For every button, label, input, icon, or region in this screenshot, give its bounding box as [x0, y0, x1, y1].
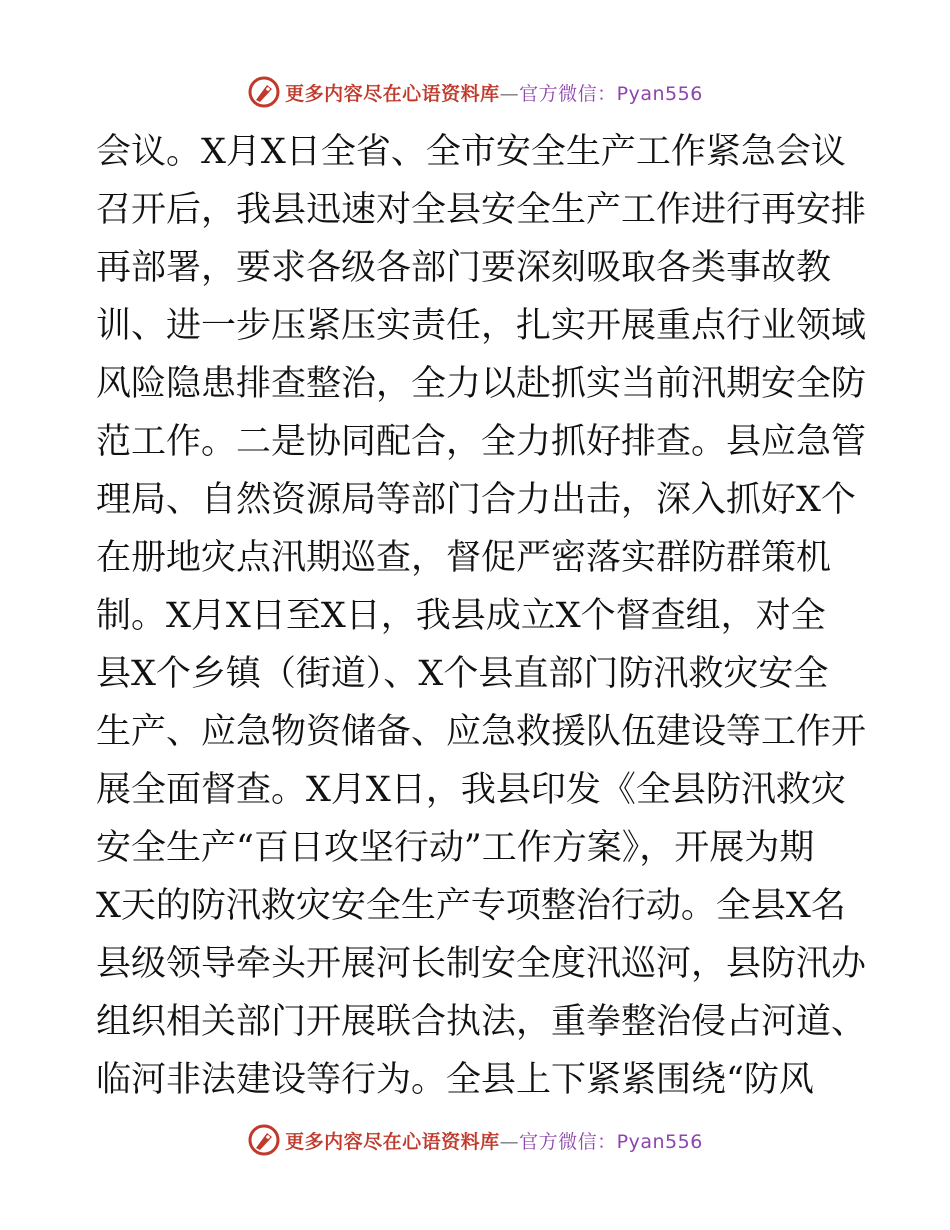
pen-nib-logo-icon	[247, 75, 281, 109]
body-line: 县X个乡镇（街道）、X个县直部门防汛救灾安全	[96, 654, 829, 694]
header-watermark-banner	[0, 72, 950, 112]
pen-nib-logo-icon	[247, 1123, 281, 1157]
body-line: 理局、自然资源局等部门合力出击，深入抓好X个	[96, 480, 856, 520]
header-wechat-text: 官方微信：Pyan556	[519, 82, 703, 105]
body-line: 安全生产“百日攻坚行动”工作方案》，开展为期	[96, 828, 815, 868]
footer-wechat-text: 官方微信：Pyan556	[519, 1130, 703, 1153]
body-line: 召开后，我县迅速对全县安全生产工作进行再安排	[96, 190, 867, 230]
body-line: 制。X月X日至X日，我县成立X个督查组，对全	[96, 596, 826, 636]
header-banner-text	[285, 79, 703, 106]
body-line: 再部署，要求各级各部门要深刻吸取各类事故教	[96, 248, 832, 288]
body-line: 组织相关部门开展联合执法，重拳整治侵占河道、	[96, 1002, 867, 1042]
header-brand-text: 更多内容尽在心语资料库	[285, 82, 500, 105]
footer-brand-text: 更多内容尽在心语资料库	[285, 1130, 500, 1153]
body-line: 临河非法建设等行为。全县上下紧紧围绕“防风	[96, 1060, 814, 1100]
body-line: 生产、应急物资储备、应急救援队伍建设等工作开	[96, 712, 867, 752]
header-separator: —	[499, 82, 520, 105]
footer-banner-text	[285, 1127, 703, 1154]
footer-separator: —	[499, 1130, 520, 1153]
body-line: 县级领导牵头开展河长制安全度汛巡河，县防汛办	[96, 944, 867, 984]
body-line: 在册地灾点汛期巡查，督促严密落实群防群策机	[96, 538, 832, 578]
body-line: 风险隐患排查整治，全力以赴抓实当前汛期安全防	[96, 364, 867, 404]
body-line: 范工作。二是协同配合，全力抓好排查。县应急管	[96, 422, 867, 462]
footer-watermark-banner	[0, 1120, 950, 1160]
body-line: 会议。X月X日全省、全市安全生产工作紧急会议	[96, 132, 846, 172]
body-line: X天的防汛救灾安全生产专项整治行动。全县X名	[96, 886, 846, 926]
body-line: 训、进一步压紧压实责任，扎实开展重点行业领域	[96, 306, 867, 346]
body-line: 展全面督查。X月X日，我县印发《全县防汛救灾	[96, 770, 846, 810]
